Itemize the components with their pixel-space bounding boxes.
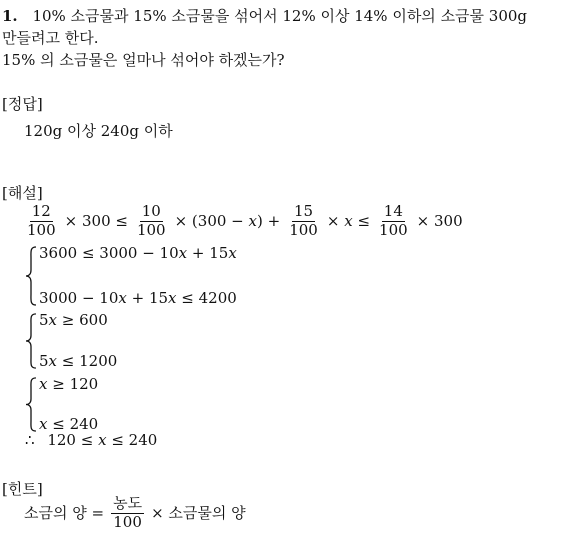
fraction-concentration-100: $\frac{\text{농도}}{100}$: [113, 494, 143, 531]
inequality-system-3: [25, 377, 98, 432]
therefore-symbol: ∴: [25, 431, 35, 449]
left-brace: [25, 246, 37, 306]
left-brace: [25, 313, 37, 369]
system-1-line-a: 3600 ≤ 3000 − 10x + 15x: [39, 244, 237, 262]
answer-text: 120g 이상 240g 이하: [24, 122, 173, 140]
inequality-system-2: [25, 313, 117, 369]
system-1-line-b: 3000 − 10x + 15x ≤ 4200: [39, 289, 237, 307]
conclusion: ∴ 120 ≤ x ≤ 240: [25, 431, 158, 449]
main-inequality: $\frac{12}{100}$ × 300 ≤ $\frac{10}{100}$ × (300 − x) + $\frac{15}{100}$ × x ≤ $\frac{14}{100}$ × 300: [27, 202, 463, 239]
hint-formula: 소금의 양 = $\frac{\text{농도}}{100}$ × 소금물의 양: [24, 494, 246, 531]
problem-text-line-1: 10% 소금물과 15% 소금물을 섞어서 12% 이상 14% 이하의 소금물 300g: [32, 7, 528, 25]
problem-text-line-3: 15% 의 소금물은 얼마나 섞어야 하겠는가?: [2, 51, 285, 69]
problem-number: 1.: [2, 7, 18, 25]
system-2-line-a: 5x ≥ 600: [39, 311, 108, 329]
hint-heading: [힌트]: [2, 480, 43, 498]
fraction-12-100: $\frac{12}{100}$: [27, 202, 56, 239]
system-2-line-b: 5x ≤ 1200: [39, 352, 118, 370]
problem-line-1: [2, 9, 527, 24]
problem-text-line-2: 만들려고 한다.: [2, 29, 99, 47]
left-brace: [25, 377, 37, 432]
fraction-15-100: $\frac{15}{100}$: [289, 202, 318, 239]
fraction-10-100: $\frac{10}{100}$: [136, 202, 166, 239]
solution-heading: [해설]: [2, 184, 43, 202]
system-3-line-a: x ≥ 120: [39, 375, 99, 393]
answer-heading: [정답]: [2, 95, 43, 113]
inequality-system-1: [25, 246, 237, 306]
fraction-14-100: $\frac{14}{100}$: [379, 202, 408, 239]
system-3-line-b: x ≤ 240: [39, 415, 99, 433]
